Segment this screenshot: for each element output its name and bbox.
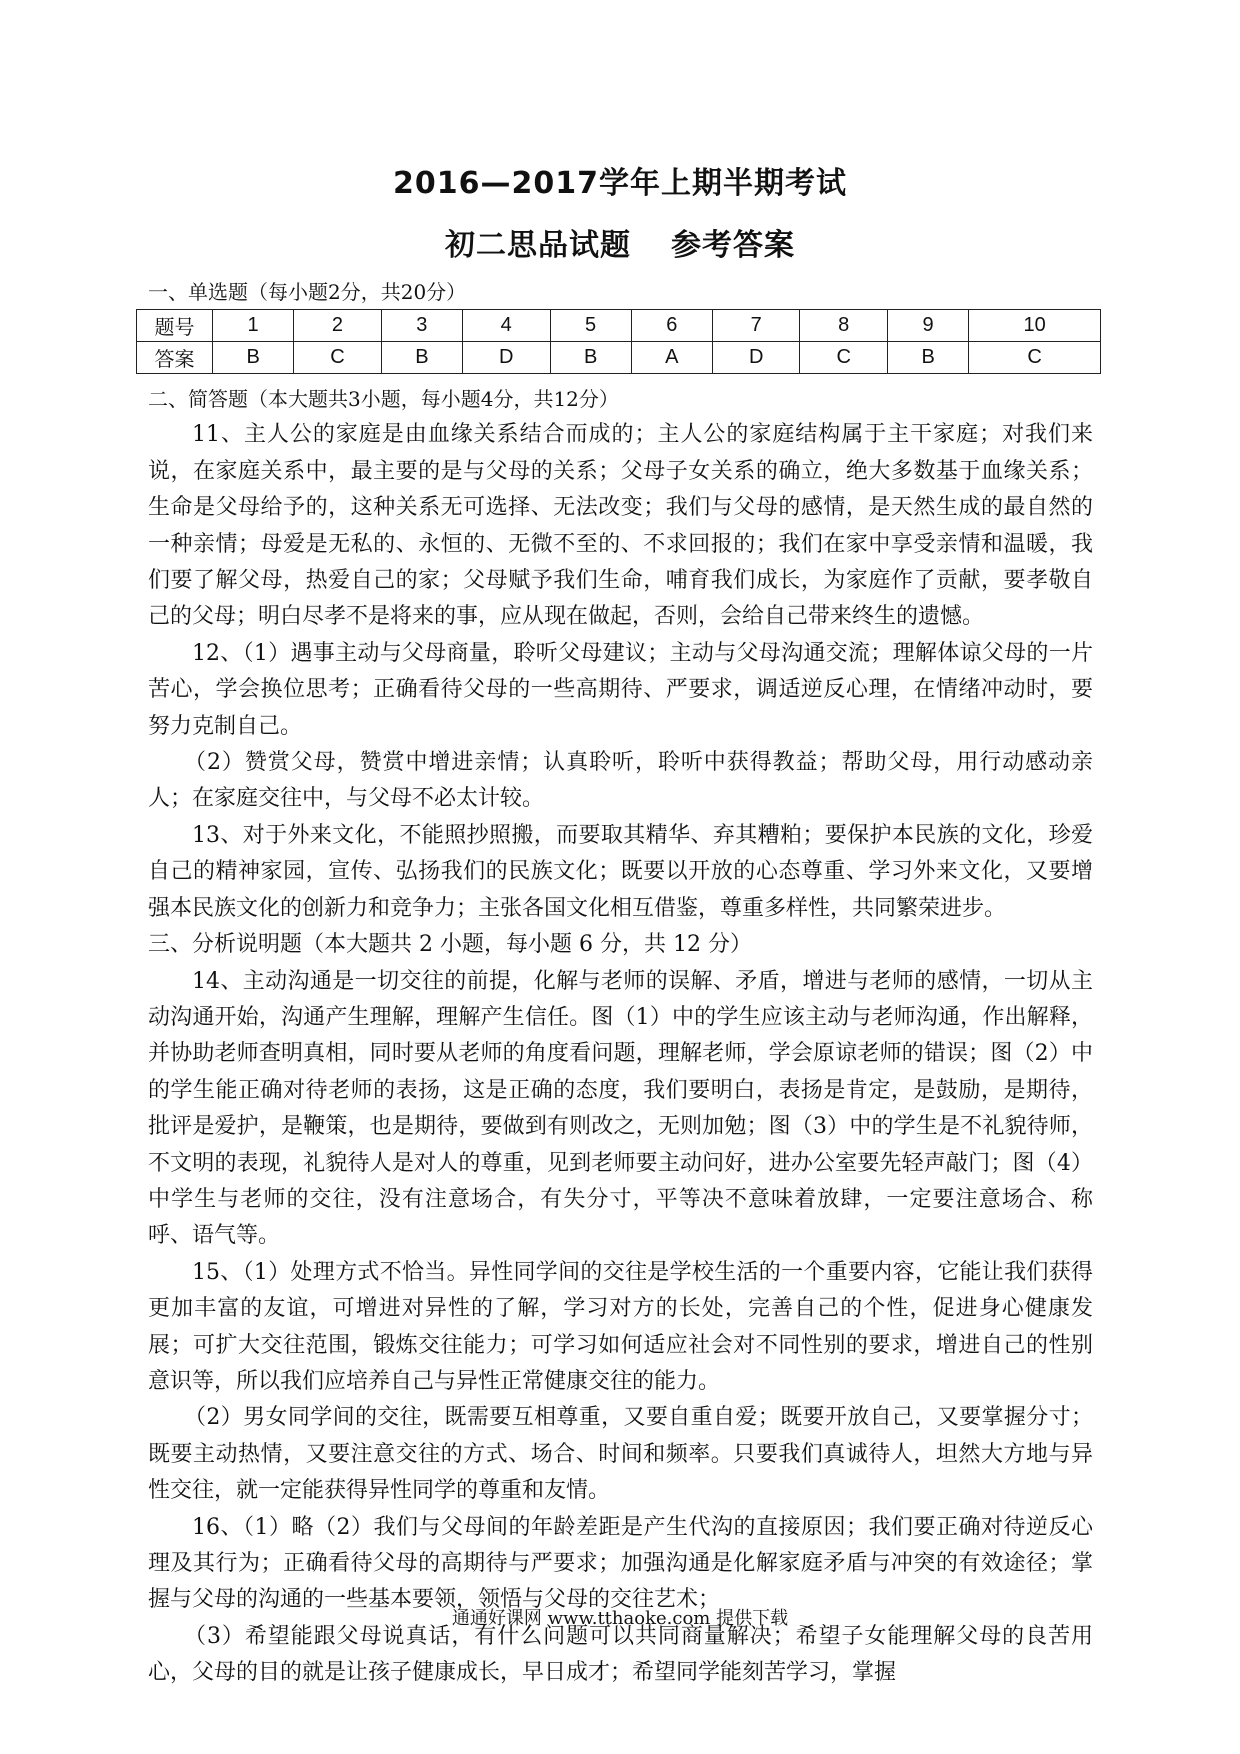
exam-subtitle (0, 220, 1240, 264)
exam-title: 2016—2017学年上期半期考试 (393, 166, 847, 201)
answer-row (137, 342, 1101, 374)
answer-q13: 13、对于外来文化，不能照抄照搬，而要取其精华、弃其糟粕；要保护本民族的文化，珍爱自己的精神家园，宣传、弘扬我们的民族文化；既要以开放的心态尊重、学习外来文化，又要增强本民族文化的创新力和竞争力；主张各国文化相互借鉴，尊重多样性，共同繁荣进步。 (148, 822, 1093, 921)
answer-cell: C (800, 342, 888, 374)
question-number: 4 (462, 310, 550, 342)
section3-heading: 三、分析说明题（本大题共 2 小题，每小题 6 分，共 12 分） (148, 932, 752, 958)
row-header-answer: 答案 (137, 342, 213, 374)
section2-heading: 二、简答题（本大题共3小题，每小题4分，共12分） (148, 387, 619, 411)
answer-key-label: 参考答案 (671, 228, 795, 263)
answer-q16-part3: （3）希望能跟父母说真话，有什么问题可以共同商量解决；希望子女能理解父母的良苦用心，父母的目的就是让孩子健康成长，早日成才；希望同学能刻苦学习，掌握 (148, 1623, 1093, 1686)
answer-cell: A (631, 342, 712, 374)
answer-q12-part2: （2）赞赏父母，赞赏中增进亲情；认真聆听，聆听中获得教益；帮助父母，用行动感动亲人；在家庭交往中，与父母不必太计较。 (148, 750, 1093, 812)
answer-cell: B (550, 342, 631, 374)
answer-cell: B (213, 342, 294, 374)
question-number: 2 (294, 310, 382, 342)
answer-q16-part1: 16、（1）略（2）我们与父母间的年龄差距是产生代沟的直接原因；我们要正确对待逆反心理及其行为；正确看待父母的高期待与严要求；加强沟通是化解家庭矛盾与冲突的有效途径；掌握与父母的沟通的一些基本要领，领悟与父母的交往艺术； (148, 1514, 1093, 1613)
answer-q12-part1: 12、（1）遇事主动与父母商量，聆听父母建议；主动与父母沟通交流；理解体谅父母的一片苦心，学会换位思考；正确看待父母的一些高期待、严要求，调适逆反心理，在情绪冲动时，要努力克制自己。 (148, 640, 1093, 739)
answer-body (148, 381, 1093, 1692)
question-number: 8 (800, 310, 888, 342)
question-number: 7 (712, 310, 800, 342)
question-number: 6 (631, 310, 712, 342)
answer-q11: 11、主人公的家庭是由血缘关系结合而成的；主人公的家庭结构属于主干家庭；对我们来说，在家庭关系中，最主要的是与父母的关系；父母子女关系的确立，绝大多数基于血缘关系；生命是父母给予的，这种关系无可选择、无法改变；我们与父母的感情，是天然生成的最自然的一种亲情；母爱是无私的、永恒的、无微不至的、不求回报的；我们在家中享受亲情和温暖，我们要了解父母，热爱自己的家；父母赋予我们生命，哺育我们成长，为家庭作了贡献，要孝敬自己的父母；明白尽孝不是将来的事，应从现在做起，否则，会给自己带来终生的遗憾。 (148, 422, 1093, 630)
answer-cell: B (381, 342, 462, 374)
answer-q15-part1: 15、（1）处理方式不恰当。异性同学间的交往是学校生活的一个重要内容，它能让我们获得更加丰富的友谊，可增进对异性的了解，学习对方的长处，完善自己的个性，促进身心健康发展；可扩大交往范围，锻炼交往能力；可学习如何适应社会对不同性别的要求，增进自己的性别意识等，所以我们应培养自己与异性正常健康交往的能力。 (148, 1259, 1093, 1394)
answer-cell: B (888, 342, 969, 374)
question-number-row (137, 310, 1101, 342)
answer-cell: C (294, 342, 382, 374)
answer-cell: C (969, 342, 1101, 374)
question-number: 1 (213, 310, 294, 342)
question-number: 10 (969, 310, 1101, 342)
section1-heading: 一、单选题（每小题2分，共20分） (148, 280, 467, 304)
answer-cell: D (712, 342, 800, 374)
subject-title: 初二思品试题 (445, 228, 631, 263)
answer-q14: 14、主动沟通是一切交往的前提，化解与老师的误解、矛盾，增进与老师的感情，一切从主动沟通开始，沟通产生理解，理解产生信任。图（1）中的学生应该主动与老师沟通，作出解释，并协助老师查明真相，同时要从老师的角度看问题，理解老师，学会原谅老师的错误；图（2）中的学生能正确对待老师的表扬，这是正确的态度，我们要明白，表扬是肯定，是鼓励，是期待，批评是爱护，是鞭策，也是期待，要做到有则改之，无则加勉；图（3）中的学生是不礼貌待师，不文明的表现，礼貌待人是对人的尊重，见到老师要主动问好，进办公室要先轻声敲门；图（4）中学生与老师的交往，没有注意场合，有失分寸，平等决不意味着放肆，一定要注意场合、称呼、语气等。 (148, 968, 1093, 1249)
question-number: 5 (550, 310, 631, 342)
page-footer: 通通好课网 www.tthaoke.com 提供下载 (451, 1608, 789, 1629)
question-number: 3 (381, 310, 462, 342)
question-number: 9 (888, 310, 969, 342)
row-header-number: 题号 (137, 310, 213, 342)
answer-q15-part2: （2）男女同学间的交往，既需要互相尊重，又要自重自爱；既要开放自己，又要掌握分寸；既要主动热情，又要注意交往的方式、场合、时间和频率。只要我们真诚待人，坦然大方地与异性交往，就一定能获得异性同学的尊重和友情。 (148, 1405, 1093, 1504)
answer-cell: D (462, 342, 550, 374)
answer-table (136, 309, 1101, 374)
